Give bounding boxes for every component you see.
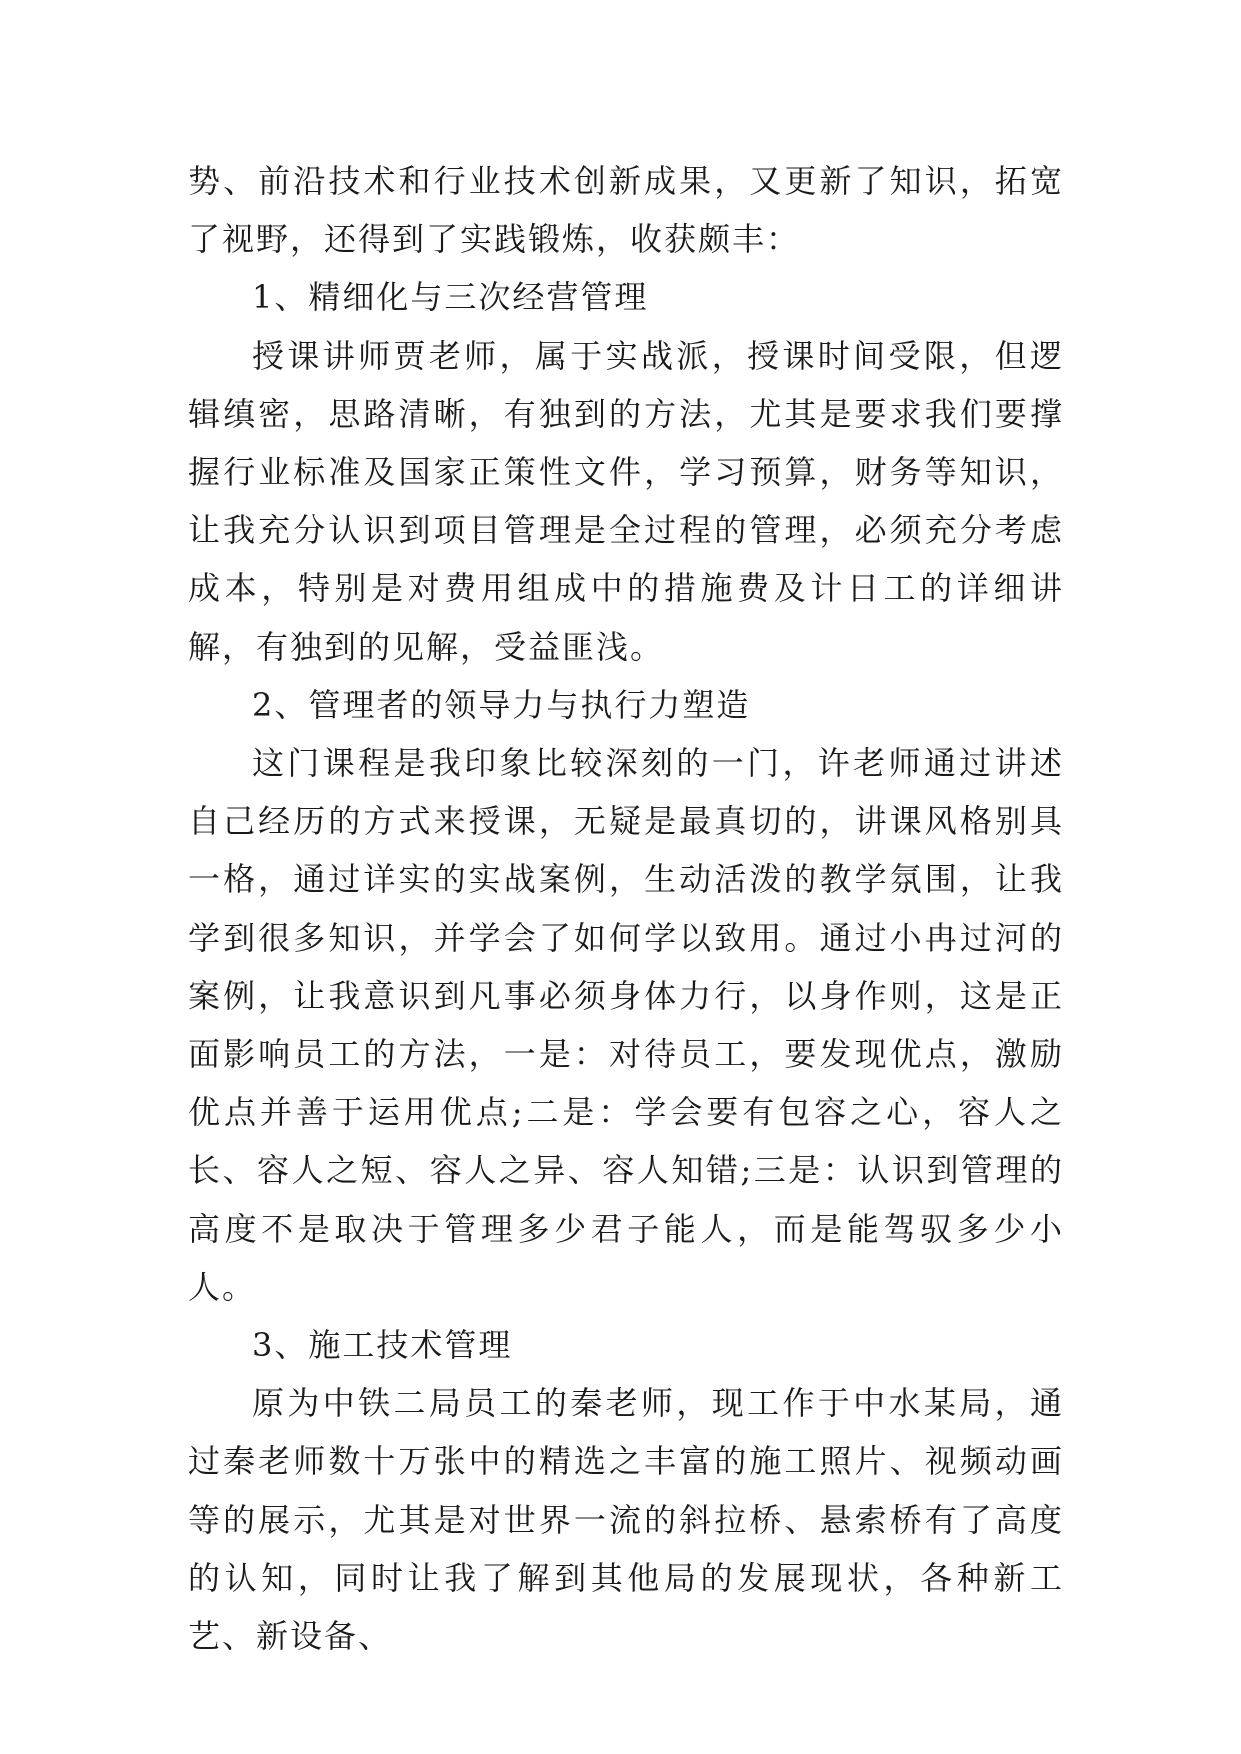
document-body — [188, 152, 1064, 1665]
section-heading: 2、管理者的领导力与执行力塑造 — [252, 685, 751, 724]
paragraph: 授课讲师贾老师，属于实战派，授课时间受限，但逻辑缜密，思路清晰，有独到的方法，尤其是要求我们要撑握行业标准及国家正策性文件，学习预算，财务等知识，让我充分认识到项目管理是全过程的管理，必须充分考虑成本，特别是对费用组成中的措施费及计日工的详细讲解，有独到的见解，受益匪浅。 — [188, 336, 1064, 666]
paragraph: 原为中铁二局员工的秦老师，现工作于中水某局，通过秦老师数十万张中的精选之丰富的施工照片、视频动画等的展示，尤其是对世界一流的斜拉桥、悬索桥有了高度的认知，同时让我了解到其他局的发展现状，各种新工艺、新设备、 — [188, 1384, 1064, 1656]
section-heading: 3、施工技术管理 — [252, 1326, 513, 1365]
paragraph: 这门课程是我印象比较深刻的一门，许老师通过讲述自己经历的方式来授课，无疑是最真切的，讲课风格别具一格，通过详实的实战案例，生动活泼的教学氛围，让我学到很多知识，并学会了如何学以致用。通过小冉过河的案例，让我意识到凡事必须身体力行，以身作则，这是正面影响员工的方法，一是：对待员工，要发现优点，激励优点并善于运用优点;二是：学会要有包容之心，容人之长、容人之短、容人之异、容人知错;三是：认识到管理的高度不是取决于管理多少君子能人，而是能驾驭多少小人。 — [188, 744, 1064, 1306]
section-heading: 1、精细化与三次经营管理 — [252, 278, 649, 317]
paragraph: 势、前沿技术和行业技术创新成果，又更新了知识，拓宽了视野，还得到了实践锻炼，收获颇丰： — [188, 162, 1064, 259]
